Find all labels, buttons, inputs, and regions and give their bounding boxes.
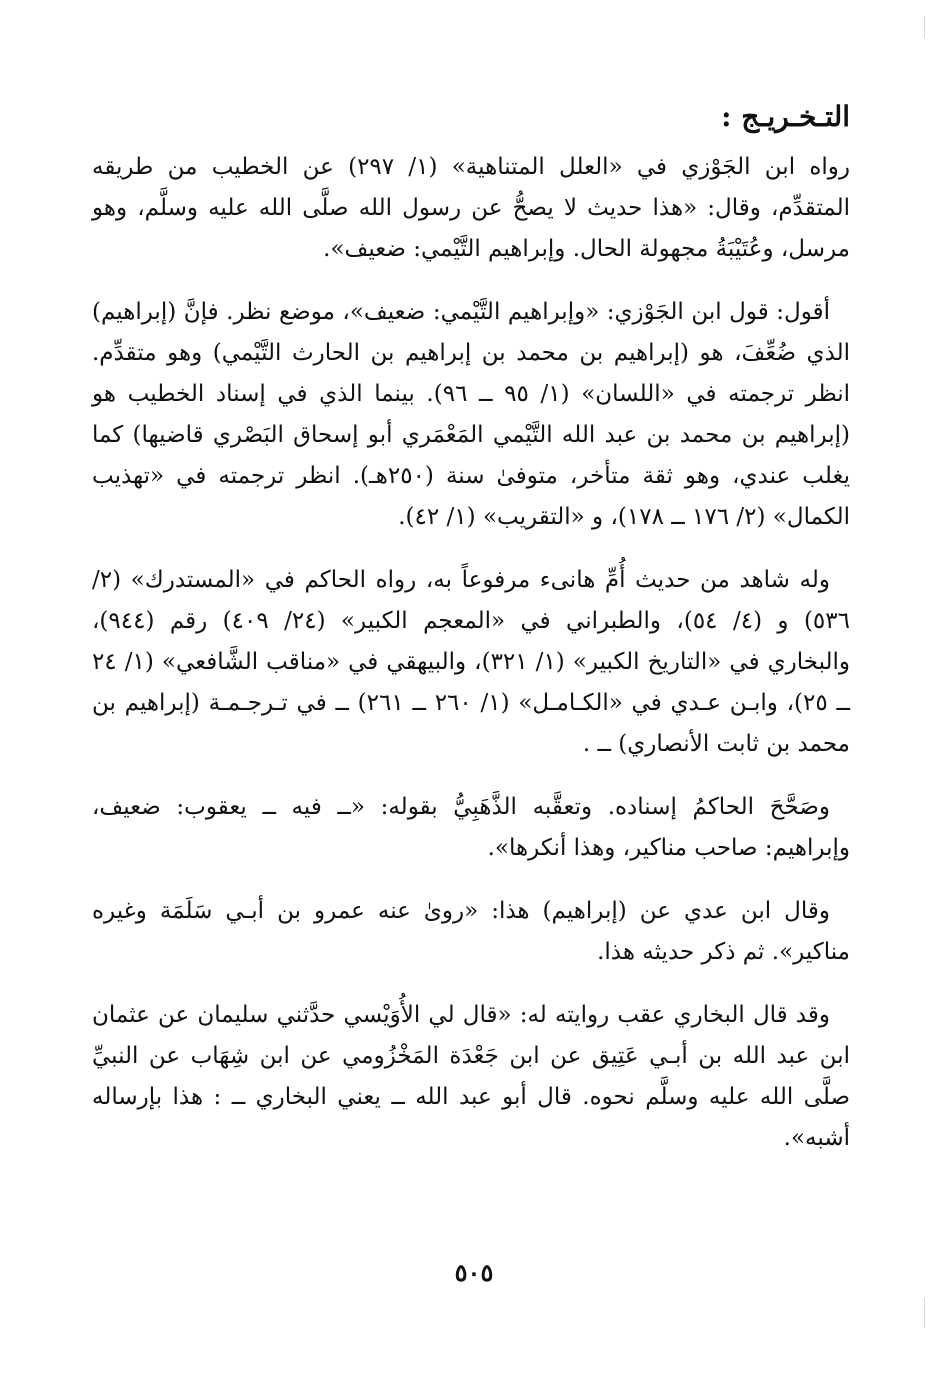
paragraph-hakim: وصَحَّحَ الحاكمُ إسناده. وتعقَّبه الذَّهَبِيُّ بقوله: «ــ فيه ــ يعقوب: ضعيف، وإبراهيم: صاحب مناكير، وهذا أنكرها». [92, 794, 850, 861]
paragraph-takhrij: رواه ابن الجَوْزي في «العلل المتناهية» (١/ ٢٩٧) عن الخطيب من طريقه المتقدِّم، وقال: «هذا حديث لا يصحُّ عن رسول الله صلَّى الله عليه وسلَّم، وهو مرسل، وعُتَيْبَةُ مجهولة الحال. وإبراهيم التَّيْمي: ضعيف». [92, 154, 851, 262]
page-number: ٥٠٥ [454, 1258, 494, 1287]
scan-edge-mark-top [924, 16, 925, 38]
document-page [92, 100, 850, 1181]
paragraph-bukhari: وقد قال البخاري عقب روايته له: «قال لي الأُوَيْسي حدَّثني سليمان عن عثمان ابن عبد الله بن أبـي عَتِيق عن ابن جَعْدَة المَخْزُومي عن ابن شِهَاب عن النبيِّ صلَّى الله عليه وسلَّم نحوه. قال أبو عبد الله ــ يعني البخاري ــ : هذا بإرساله أشبه». [92, 1002, 850, 1151]
scan-edge-mark-bottom [924, 1298, 925, 1328]
paragraph-witness: وله شاهد من حديث أُمِّ هانىء مرفوعاً به، رواه الحاكم في «المستدرك» (٢/ ٥٣٦) و (٤/ ٥٤)، والطبراني في «المعجم الكبير» (٢٤/ ٤٠٩) رقم (٩٤٤)، والبخاري في «التاريخ الكبير» (١/ ٣٢١)، والبيهقي في «مناقب الشَّافعي» (١/ ٢٤ ــ ٢٥)، وابـن عـدي في «الكـامـل» (١/ ٢٦٠ ــ ٢٦١) ــ في تـرجـمـة (إبراهيم بن محمد بن ثابت الأنصاري) ــ . [92, 567, 851, 757]
paragraph-ibn-adi: وقال ابن عدي عن (إبراهيم) هذا: «روىٰ عنه عمرو بن أبـي سَلَمَة وغيره مناكير». ثم ذكر حديثه هذا. [92, 898, 850, 965]
paragraph-comment: أقول: قول ابن الجَوْزي: «وإبراهيم التَّيْمي: ضعيف»، موضع نظر. فإنَّ (إبراهيم) الذي ضُعِّفَ، هو (إبراهيم بن محمد بن إبراهيم بن الحارث التَّيْمي) وهو متقدِّم. انظر ترجمته في «اللسان» (١/ ٩٥ ــ ٩٦). بينما الذي في إسناد الخطيب هو (إبراهيم بن محمد بن عبد الله التَّيْمي المَعْمَري أبو إسحاق البَصْري قاضيها) كما يغلب عندي، وهو ثقة متأخر، متوفىٰ سنة (٢٥٠هـ). انظر ترجمته في «تهذيب الكمال» (٢/ ١٧٦ ــ ١٧٨)، و «التقريب» (١/ ٤٢). [92, 299, 851, 530]
section-heading: التـخـريـج : [721, 100, 850, 133]
